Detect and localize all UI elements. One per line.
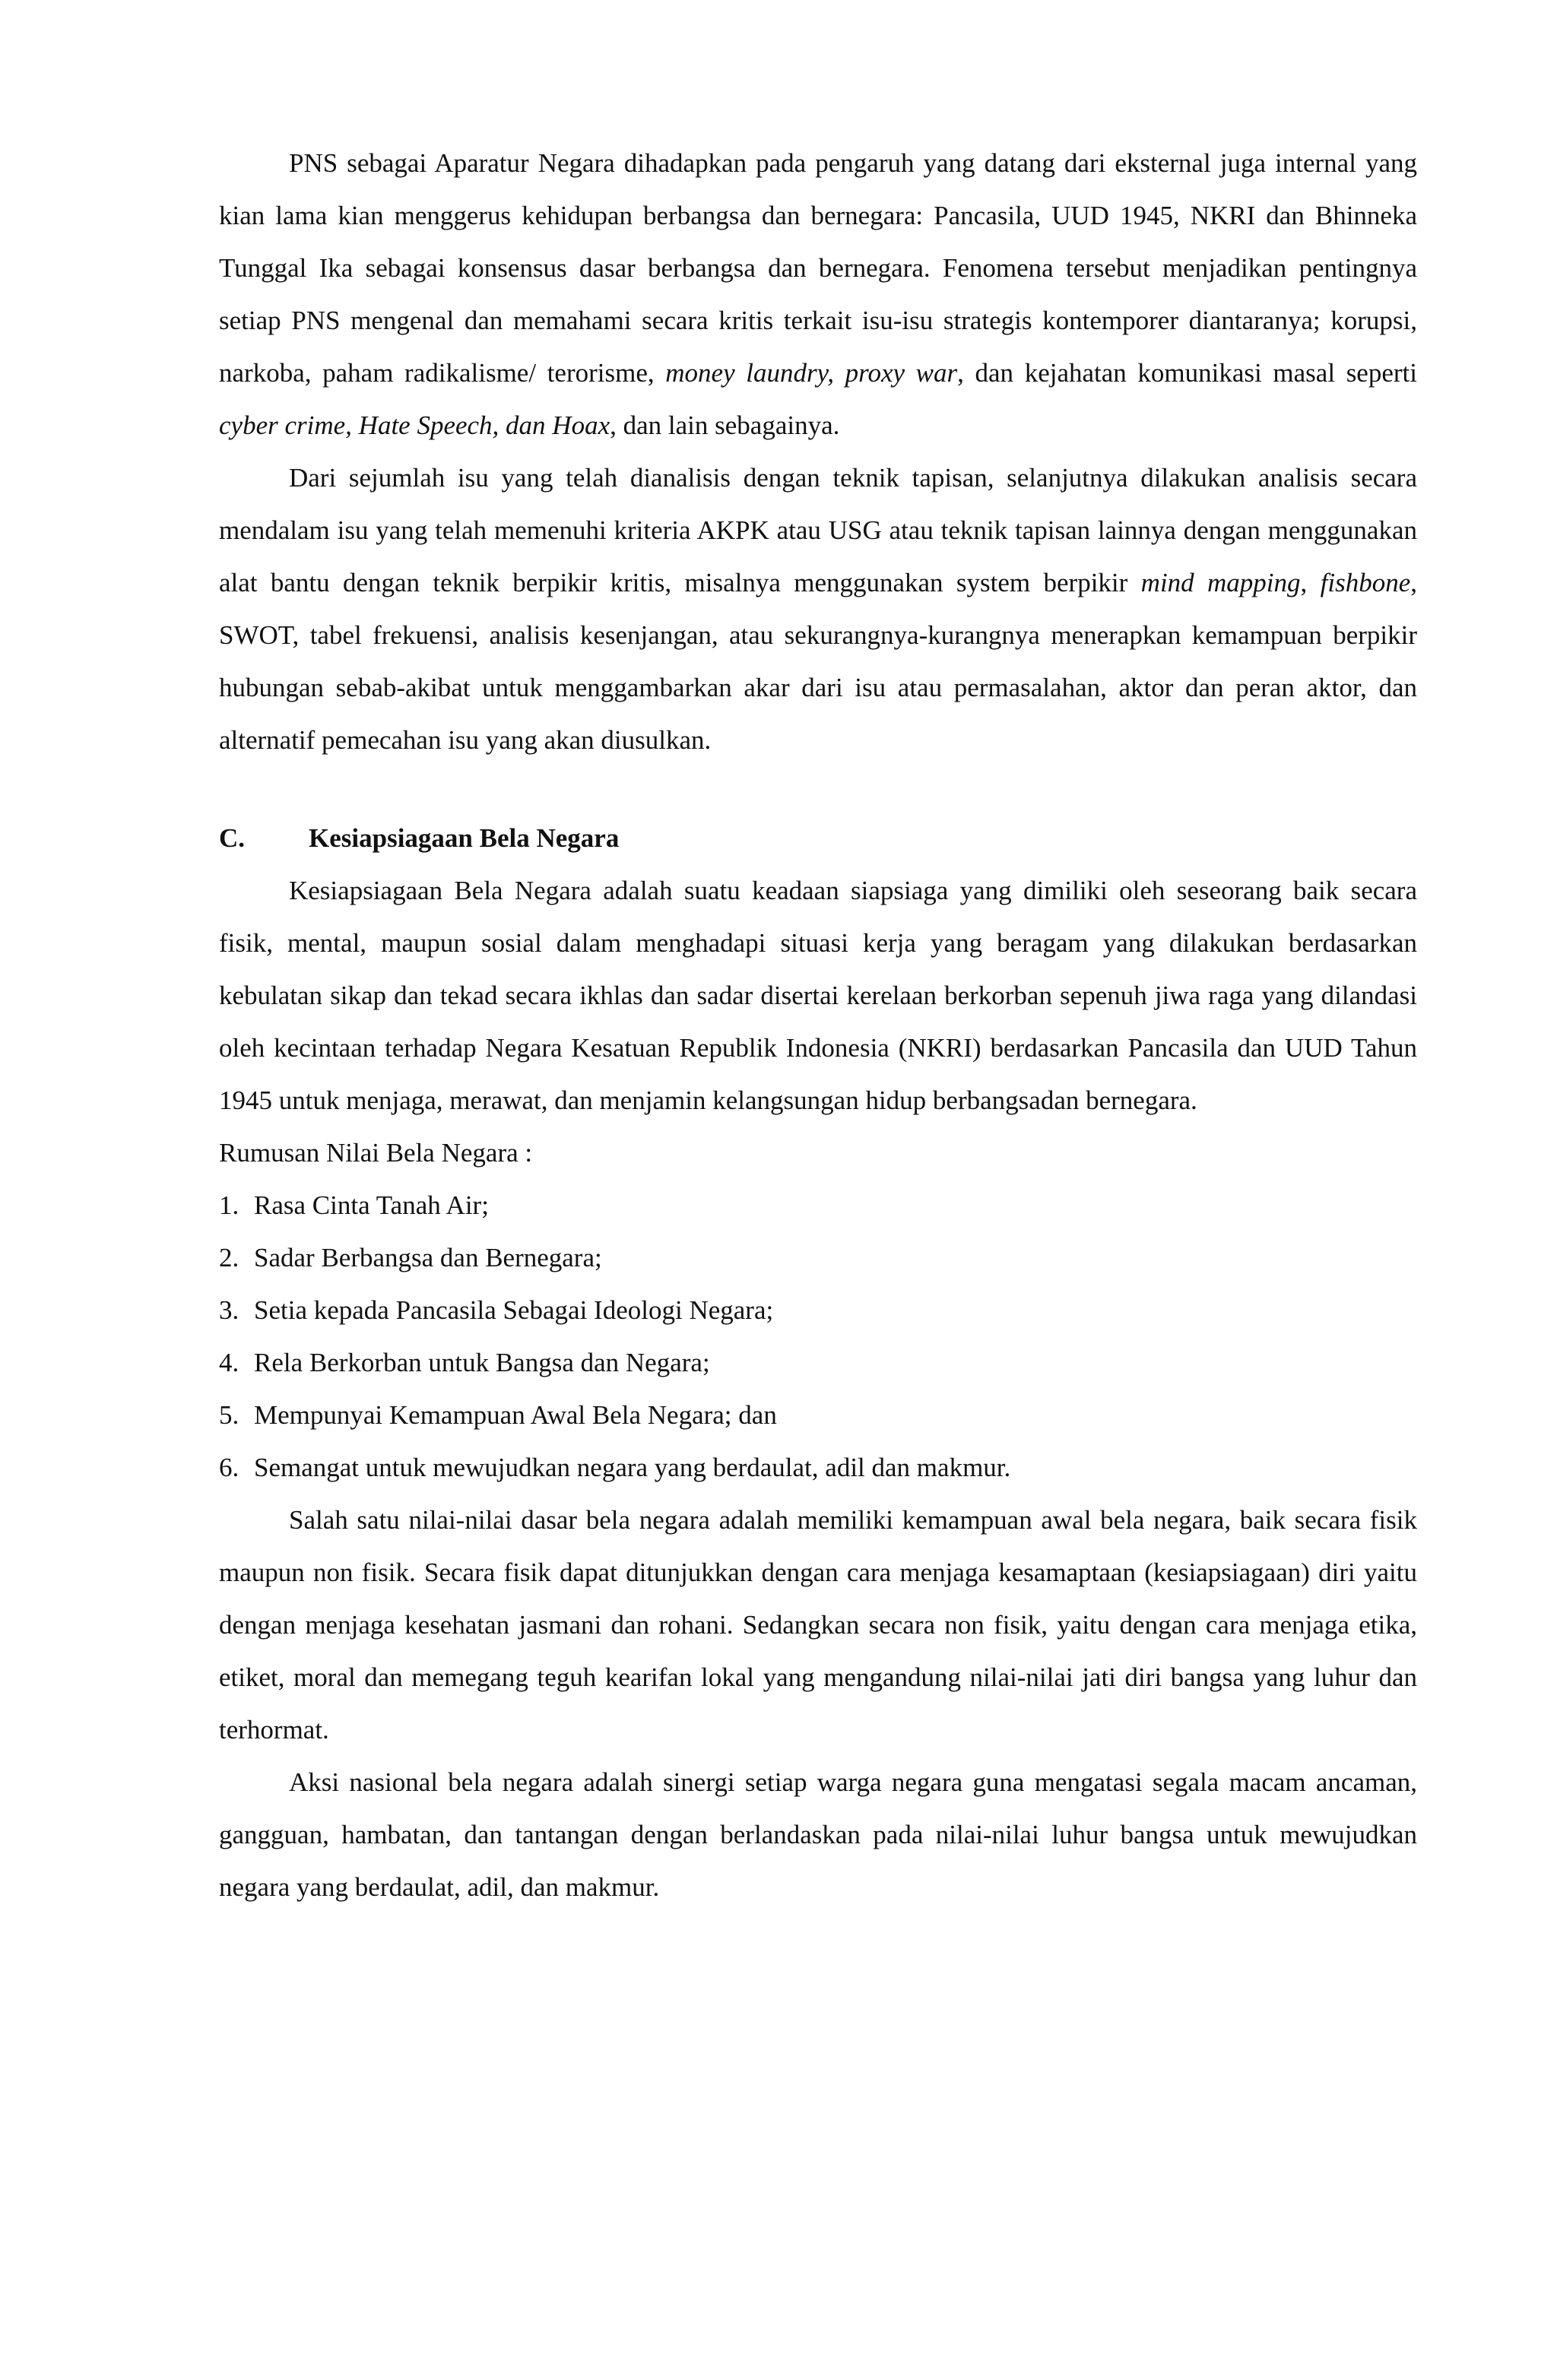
list-item bbox=[219, 1389, 1417, 1441]
list-item-text: Rela Berkorban untuk Bangsa dan Negara; bbox=[254, 1348, 710, 1377]
italic-term: cyber crime, Hate Speech, dan Hoax bbox=[219, 410, 610, 440]
italic-term: fishbone bbox=[1320, 568, 1411, 597]
paragraph-text: , SWOT, tabel frekuensi, analisis kesenjangan, atau sekurangnya-kurangnya menerapkan kemampuan berpikir hubungan sebab-akibat untuk menggambarkan akar dari isu atau permasalahan, aktor dan peran aktor, dan alternatif pemecahan isu yang akan diusulkan. bbox=[219, 568, 1418, 755]
document-page bbox=[219, 137, 1417, 1913]
paragraph-text: PNS sebagai Aparatur Negara dihadapkan pada pengaruh yang datang dari eksternal juga internal yang kian lama kian menggerus kehidupan berbangsa dan bernegara: Pancasila, UUD 1945, NKRI dan Bhinneka Tunggal Ika sebagai konsensus dasar berbangsa dan bernegara. Fenomena tersebut menjadikan pentingnya setiap PNS mengenal dan memahami secara kritis terkait isu-isu strategis kontemporer diantaranya; korupsi, narkoba, paham radikalisme/ terorisme, bbox=[219, 148, 1417, 388]
list-number: 1. bbox=[219, 1190, 239, 1220]
list-number: 2. bbox=[219, 1243, 239, 1272]
list-number: 6. bbox=[219, 1453, 239, 1482]
paragraph-pns-issues bbox=[219, 137, 1417, 452]
paragraph-basic-ability: Salah satu nilai-nilai dasar bela negara adalah memiliki kemampuan awal bela negara, baik secara fisik maupun non fisik. Secara fisik dapat ditunjukkan dengan cara menjaga kesamaptaan (kesiapsiagaan) diri yaitu dengan menjaga kesehatan jasmani dan rohani. Sedangkan secara non fisik, yaitu dengan cara menjaga etika, etiket, moral dan memegang teguh kearifan lokal yang mengandung nilai-nilai jati diri bangsa yang luhur dan terhormat. bbox=[219, 1505, 1417, 1745]
values-list bbox=[219, 1179, 1417, 1494]
list-number: 5. bbox=[219, 1400, 239, 1430]
italic-term: mind mapping bbox=[1140, 568, 1301, 597]
italic-term: money laundry, proxy war bbox=[665, 358, 958, 388]
list-item-text: Setia kepada Pancasila Sebagai Ideologi Negara; bbox=[254, 1295, 774, 1325]
list-number: 3. bbox=[219, 1295, 239, 1325]
paragraph-national-action: Aksi nasional bela negara adalah sinergi setiap warga negara guna mengatasi segala macam ancaman, gangguan, hambatan, dan tantangan dengan berlandaskan pada nilai-nilai luhur bangsa untuk mewujudkan negara yang berdaulat, adil, dan makmur. bbox=[219, 1767, 1417, 1902]
paragraph-text: Dari sejumlah isu yang telah dianalisis dengan teknik tapisan, selanjutnya dilakukan analisis secara mendalam isu yang telah memenuhi kriteria AKPK atau USG atau teknik tapisan lainnya dengan menggunakan alat bantu dengan teknik berpikir kritis, misalnya menggunakan system berpikir bbox=[219, 463, 1417, 597]
list-number: 4. bbox=[219, 1348, 239, 1377]
list-item-text: Semangat untuk mewujudkan negara yang berdaulat, adil dan makmur. bbox=[254, 1453, 1011, 1482]
list-item-text: Mempunyai Kemampuan Awal Bela Negara; dan bbox=[254, 1400, 777, 1430]
section-title: Kesiapsiagaan Bela Negara bbox=[309, 823, 620, 853]
list-item-text: Sadar Berbangsa dan Bernegara; bbox=[254, 1243, 602, 1272]
list-title: Rumusan Nilai Bela Negara : bbox=[219, 1138, 533, 1168]
paragraph-text: , dan lain sebagainya. bbox=[610, 410, 840, 440]
list-item bbox=[219, 1336, 1417, 1389]
paragraph-text: , bbox=[1300, 568, 1321, 597]
list-item bbox=[219, 1231, 1417, 1284]
paragraph-text: , dan kejahatan komunikasi masal seperti bbox=[957, 358, 1417, 388]
section-heading bbox=[219, 812, 1417, 864]
list-item bbox=[219, 1284, 1417, 1336]
list-item bbox=[219, 1179, 1417, 1231]
paragraph-definition: Kesiapsiagaan Bela Negara adalah suatu keadaan siapsiaga yang dimiliki oleh seseorang baik secara fisik, mental, maupun sosial dalam menghadapi situasi kerja yang beragam yang dilakukan berdasarkan kebulatan sikap dan tekad secara ikhlas dan sadar disertai kerelaan berkorban sepenuh jiwa raga yang dilandasi oleh kecintaan terhadap Negara Kesatuan Republik Indonesia (NKRI) berdasarkan Pancasila dan UUD Tahun 1945 untuk menjaga, merawat, dan menjamin kelangsungan hidup berbangsadan bernegara. bbox=[219, 876, 1417, 1115]
section-number: C. bbox=[219, 823, 246, 853]
list-item bbox=[219, 1441, 1417, 1494]
paragraph-issue-analysis bbox=[219, 452, 1417, 766]
list-item-text: Rasa Cinta Tanah Air; bbox=[254, 1190, 489, 1220]
